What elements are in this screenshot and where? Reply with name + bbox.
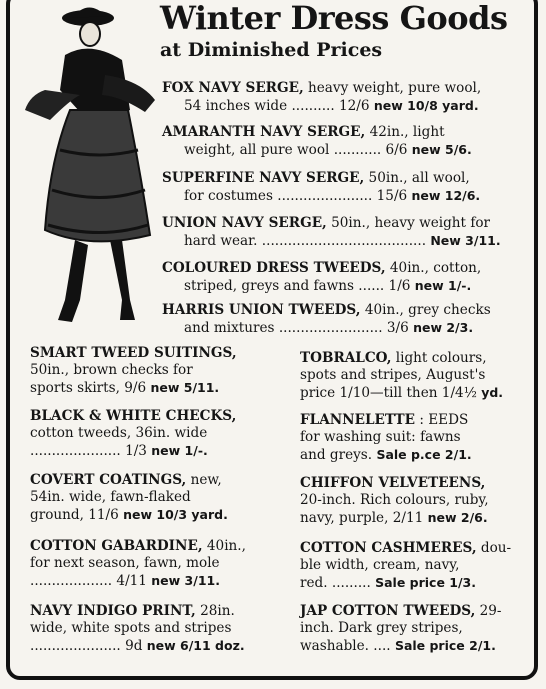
item-name: SUPERFINE NAVY SERGE, <box>162 170 365 186</box>
item-desc: 50in., brown checks for <box>30 362 193 378</box>
page-subtitle: at Diminished Prices <box>160 39 383 61</box>
item-desc: ..................... 1/3 <box>30 443 147 459</box>
item-price: new 5/11. <box>150 380 220 395</box>
item-desc: price 1/10—till then 1/4½ <box>300 385 477 401</box>
list-item <box>162 302 537 337</box>
item-desc: 54 inches wide .......... 12/6 <box>184 98 370 114</box>
list-item <box>300 412 540 464</box>
item-desc: sports skirts, 9/6 <box>30 380 147 396</box>
list-item <box>162 80 537 115</box>
item-desc: red. ......... <box>300 575 371 591</box>
item-name: FLANNELETTE <box>300 412 415 428</box>
item-name: SMART TWEED SUITINGS, <box>30 345 237 361</box>
item-desc: new, <box>186 472 222 488</box>
item-desc: ble width, cream, navy, <box>300 557 460 573</box>
list-item <box>30 408 280 460</box>
item-price: new 10/3 yard. <box>123 507 228 522</box>
item-desc: weight, all pure wool ........... 6/6 <box>184 142 408 158</box>
item-price: yd. <box>481 385 504 400</box>
list-item <box>300 350 540 402</box>
item-price: new 10/8 yard. <box>373 98 479 113</box>
list-item <box>30 345 280 397</box>
item-price: new 3/11. <box>151 573 220 588</box>
list-item <box>162 170 537 205</box>
item-price: new 5/6. <box>411 142 472 157</box>
list-item <box>30 538 280 590</box>
item-price: new 2/3. <box>413 320 474 335</box>
item-desc: spots and stripes, August's <box>300 367 486 383</box>
item-price: new 12/6. <box>411 188 481 203</box>
item-desc: and mixtures ........................ 3/6 <box>184 320 409 336</box>
item-name: FOX NAVY SERGE, <box>162 80 304 96</box>
item-price: Sale price 2/1. <box>394 638 496 653</box>
item-desc: for costumes ...................... 15/6 <box>184 188 408 204</box>
item-price: Sale p.ce 2/1. <box>376 447 472 462</box>
item-desc: 40in., <box>202 538 246 554</box>
item-desc: for washing suit: fawns <box>300 429 461 445</box>
item-name: NAVY INDIGO PRINT, <box>30 603 196 619</box>
item-desc: striped, greys and fawns ...... 1/6 <box>184 278 411 294</box>
item-desc: hard wear. ...................................... <box>184 233 427 249</box>
item-name: HARRIS UNION TWEEDS, <box>162 302 361 318</box>
item-name: JAP COTTON TWEEDS, <box>300 603 476 619</box>
item-price: New 3/11. <box>430 233 501 248</box>
item-price: new 2/6. <box>427 510 488 525</box>
woman-illustration <box>10 0 165 340</box>
item-desc: 20-inch. Rich colours, ruby, <box>300 492 489 508</box>
item-name: TOBRALCO, <box>300 350 392 366</box>
list-item <box>300 540 540 592</box>
item-name: AMARANTH NAVY SERGE, <box>162 124 366 140</box>
item-price: new 1/-. <box>414 278 472 293</box>
item-desc: 29- <box>475 603 502 619</box>
item-desc: washable. .... <box>300 638 391 654</box>
item-name: COLOURED DRESS TWEEDS, <box>162 260 386 276</box>
item-name: UNION NAVY SERGE, <box>162 215 327 231</box>
item-desc: and greys. <box>300 447 373 463</box>
list-item <box>30 472 280 524</box>
item-desc: wide, white spots and stripes <box>30 620 232 636</box>
item-name: BLACK & WHITE CHECKS, <box>30 408 237 424</box>
item-desc: heavy weight, pure wool, <box>303 80 482 96</box>
item-desc: navy, purple, 2/11 <box>300 510 424 526</box>
item-desc: 50in., all wool, <box>364 170 470 186</box>
item-desc: 40in., cotton, <box>385 260 482 276</box>
list-item <box>162 215 537 250</box>
item-desc: ground, 11/6 <box>30 507 119 523</box>
item-desc: light colours, <box>391 350 487 366</box>
item-desc: ..................... 9d <box>30 638 143 654</box>
item-desc: 50in., heavy weight for <box>326 215 491 231</box>
item-desc: 42in., light <box>365 124 445 140</box>
list-item <box>300 475 540 527</box>
list-item <box>300 603 540 655</box>
item-name: COTTON CASHMERES, <box>300 540 477 556</box>
item-desc: for next season, fawn, mole <box>30 555 220 571</box>
item-name: CHIFFON VELVETEENS, <box>300 475 486 491</box>
item-desc: 54in. wide, fawn-flaked <box>30 489 191 505</box>
list-item <box>162 260 537 295</box>
item-desc: cotton tweeds, 36in. wide <box>30 425 208 441</box>
item-price: Sale price 1/3. <box>375 575 477 590</box>
item-name: COTTON GABARDINE, <box>30 538 203 554</box>
item-price: new 1/-. <box>151 443 208 458</box>
item-desc: : EEDS <box>415 412 469 428</box>
item-desc: inch. Dark grey stripes, <box>300 620 463 636</box>
item-desc: 40in., grey checks <box>360 302 491 318</box>
item-name: COVERT COATINGS, <box>30 472 187 488</box>
page-title: Winter Dress Goods <box>160 0 508 37</box>
item-price: new 6/11 doz. <box>146 638 245 653</box>
list-item <box>30 603 280 655</box>
item-desc: 28in. <box>195 603 235 619</box>
item-desc: ................... 4/11 <box>30 573 147 589</box>
list-item <box>162 124 537 159</box>
item-desc: dou- <box>476 540 512 556</box>
